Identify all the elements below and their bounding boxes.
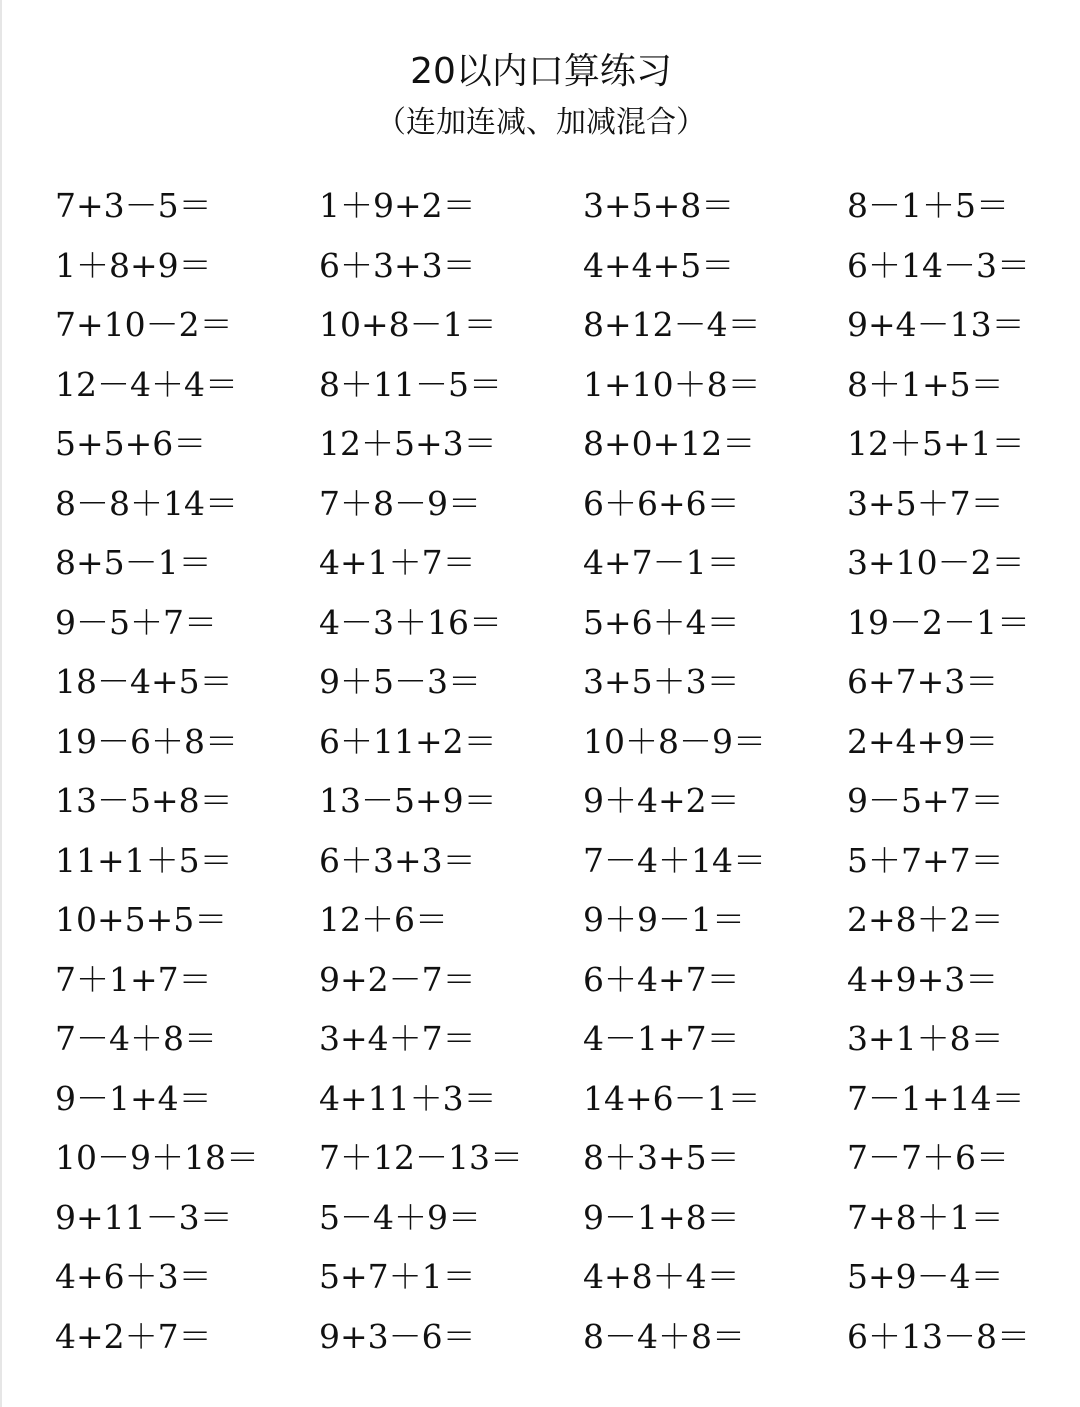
arithmetic-problem: 12＋5+3＝ <box>319 424 497 463</box>
arithmetic-problem: 19－2－1＝ <box>847 602 1030 642</box>
arithmetic-problem: 9+3－6＝ <box>319 1316 476 1356</box>
arithmetic-problem: 6＋3+3＝ <box>319 245 476 285</box>
arithmetic-problem: 9+4－13＝ <box>847 305 1025 344</box>
arithmetic-problem: 3+4＋7＝ <box>319 1019 476 1058</box>
arithmetic-problem: 5＋7+7＝ <box>847 840 1004 880</box>
arithmetic-problem: 8－1＋5＝ <box>847 186 1009 225</box>
arithmetic-problem: 5+7＋1＝ <box>319 1257 476 1296</box>
arithmetic-problem: 9－5+7＝ <box>847 781 1004 820</box>
arithmetic-problem: 4+11＋3＝ <box>319 1078 497 1118</box>
arithmetic-problem: 4－1+7＝ <box>583 1019 740 1058</box>
arithmetic-problem: 7+10－2＝ <box>55 305 233 344</box>
arithmetic-problem: 7+3－5＝ <box>55 186 212 225</box>
arithmetic-problem: 3+5+8＝ <box>583 186 735 225</box>
arithmetic-problem: 3+10－2＝ <box>847 543 1025 582</box>
arithmetic-problem: 6+7+3＝ <box>847 662 999 701</box>
arithmetic-problem: 14+6－1＝ <box>583 1078 761 1118</box>
arithmetic-problem: 9＋4+2＝ <box>583 781 740 820</box>
arithmetic-problem: 7+8＋1＝ <box>847 1197 1004 1237</box>
arithmetic-problem: 9－5＋7＝ <box>55 602 217 642</box>
arithmetic-problem: 12－4＋4＝ <box>55 364 238 404</box>
arithmetic-problem: 4+2＋7＝ <box>55 1316 212 1356</box>
arithmetic-problem: 9＋9－1＝ <box>583 900 745 939</box>
arithmetic-problem: 9＋5－3＝ <box>319 662 481 701</box>
arithmetic-problem: 8＋11－5＝ <box>319 364 502 404</box>
arithmetic-problem: 5+6＋4＝ <box>583 602 740 642</box>
arithmetic-problem: 7＋1+7＝ <box>55 959 212 999</box>
arithmetic-problem: 11+1＋5＝ <box>55 840 233 880</box>
arithmetic-problem: 6＋4+7＝ <box>583 959 740 999</box>
arithmetic-problem: 5+9－4＝ <box>847 1257 1004 1296</box>
arithmetic-problem: 7－4＋14＝ <box>583 840 766 880</box>
arithmetic-problem: 3+5＋7＝ <box>847 483 1004 523</box>
arithmetic-problem: 7＋12－13＝ <box>319 1138 523 1177</box>
arithmetic-problem: 13－5+9＝ <box>319 781 497 820</box>
arithmetic-problem: 6＋13－8＝ <box>847 1316 1030 1356</box>
arithmetic-problem: 6＋3+3＝ <box>319 840 476 880</box>
arithmetic-problem: 4+6＋3＝ <box>55 1257 212 1296</box>
arithmetic-problem: 6＋14－3＝ <box>847 245 1030 285</box>
arithmetic-problem: 2+8＋2＝ <box>847 900 1004 939</box>
arithmetic-problem: 9－1+4＝ <box>55 1078 212 1118</box>
arithmetic-problem: 13－5+8＝ <box>55 781 233 820</box>
arithmetic-problem: 4+7－1＝ <box>583 543 740 582</box>
arithmetic-problem: 2+4+9＝ <box>847 721 999 761</box>
arithmetic-problem: 10＋8－9＝ <box>583 721 766 761</box>
arithmetic-problem: 6＋11+2＝ <box>319 721 497 761</box>
arithmetic-problem: 10+5+5＝ <box>55 900 228 939</box>
arithmetic-problem: 4－3＋16＝ <box>319 602 502 642</box>
arithmetic-problem: 12＋6＝ <box>319 900 448 939</box>
arithmetic-problem: 19－6＋8＝ <box>55 721 238 761</box>
arithmetic-problem: 10－9＋18＝ <box>55 1138 259 1177</box>
arithmetic-problem: 9+11－3＝ <box>55 1197 233 1237</box>
arithmetic-problem: 4+8＋4＝ <box>583 1257 740 1296</box>
arithmetic-problem: 8＋1+5＝ <box>847 364 1004 404</box>
arithmetic-problem: 12＋5+1＝ <box>847 424 1025 463</box>
arithmetic-problem: 8+5－1＝ <box>55 543 212 582</box>
arithmetic-problem: 3+5＋3＝ <box>583 662 740 701</box>
arithmetic-problem: 7－4＋8＝ <box>55 1019 217 1058</box>
arithmetic-problem: 1＋9+2＝ <box>319 186 476 225</box>
arithmetic-problem: 9+2－7＝ <box>319 959 476 999</box>
arithmetic-problem: 7＋8－9＝ <box>319 483 481 523</box>
arithmetic-problem: 5－4＋9＝ <box>319 1197 481 1237</box>
arithmetic-problem: 8+0+12＝ <box>583 424 756 463</box>
arithmetic-problem: 4+4+5＝ <box>583 245 735 285</box>
arithmetic-problem: 8＋3+5＝ <box>583 1138 740 1177</box>
arithmetic-problem: 3+1＋8＝ <box>847 1019 1004 1058</box>
arithmetic-problem: 18－4+5＝ <box>55 662 233 701</box>
arithmetic-problem: 6＋6+6＝ <box>583 483 740 523</box>
arithmetic-problem: 4+1＋7＝ <box>319 543 476 582</box>
worksheet-title: 20以内口算练习 <box>410 51 672 92</box>
arithmetic-problem: 7－1+14＝ <box>847 1078 1025 1118</box>
arithmetic-problem: 7－7＋6＝ <box>847 1138 1009 1177</box>
arithmetic-problem: 1＋8+9＝ <box>55 245 212 285</box>
arithmetic-problem: 10+8－1＝ <box>319 305 497 344</box>
arithmetic-problem: 9－1+8＝ <box>583 1197 740 1237</box>
arithmetic-problem: 5+5+6＝ <box>55 424 207 463</box>
arithmetic-problem: 1+10＋8＝ <box>583 364 761 404</box>
worksheet-subtitle: （连加连减、加减混合） <box>376 105 706 140</box>
arithmetic-problem: 8+12－4＝ <box>583 305 761 344</box>
arithmetic-problem: 4+9+3＝ <box>847 959 999 999</box>
problem-grid <box>55 176 1075 1366</box>
arithmetic-problem: 8－4＋8＝ <box>583 1316 745 1356</box>
arithmetic-problem: 8－8＋14＝ <box>55 483 238 523</box>
